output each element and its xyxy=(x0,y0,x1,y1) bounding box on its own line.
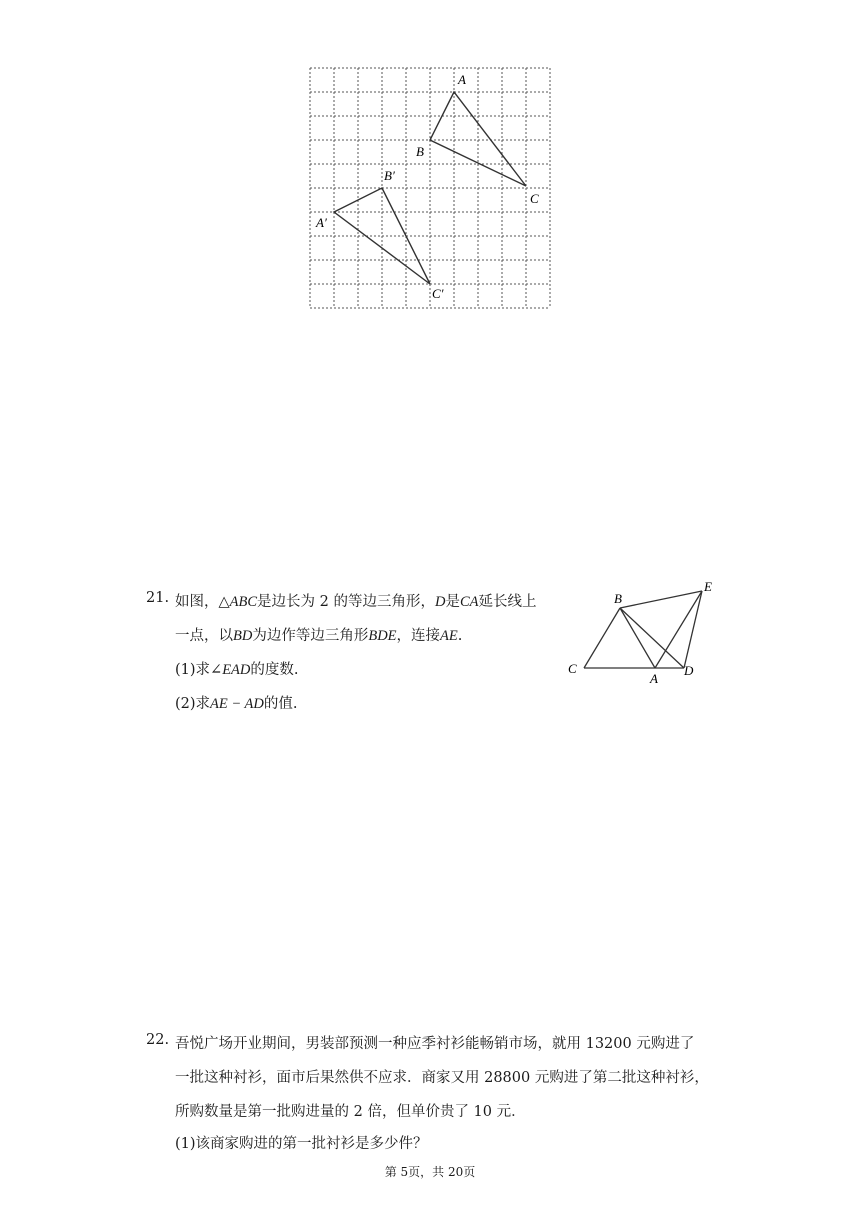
question-22-line-3: 所购数量是第一批购进量的 2 倍，但单价贵了 10 元． xyxy=(175,1104,526,1120)
segment-ed xyxy=(684,591,702,668)
question-22-line-1: 吾悦广场开业期间，男装部预测一种应季衬衫能畅销市场，就用 13200 元购进了 xyxy=(175,1036,695,1052)
fig21-label-b: B xyxy=(614,591,622,606)
question-21-sub-2 xyxy=(175,692,297,713)
fig21-label-d: D xyxy=(684,663,694,678)
segment-cb xyxy=(584,608,620,668)
fig21-label-a: A xyxy=(650,671,658,686)
q21-math: AE xyxy=(440,628,458,644)
q21-text: ，连接 xyxy=(396,628,441,644)
segment-ba xyxy=(620,608,655,668)
q21-math: ABC xyxy=(229,594,258,610)
q21-math: AE − AD xyxy=(210,696,264,712)
q21-math: BDE xyxy=(368,628,397,644)
question-22-sub-1: (1)该商家购进的第一批衬衫是多少件？ xyxy=(175,1136,428,1152)
q21-text: 的度数. xyxy=(250,662,299,678)
q21-text: (1)求∠ xyxy=(175,662,223,678)
fig21-label-c: C xyxy=(568,661,577,676)
segment-ae xyxy=(655,591,702,668)
question-22-line-2: 一批这种衬衫，面市后果然供不应求．商家又用 28800 元购进了第二批这种衬衫， xyxy=(175,1070,709,1086)
q21-text: 为边作等边三角形 xyxy=(252,628,369,644)
q21-math: CA xyxy=(459,594,479,610)
question-22-number: 22. xyxy=(146,1032,170,1048)
q21-text: 是边长为 2 的等边三角形， xyxy=(257,594,435,610)
grid-triangles-figure xyxy=(308,66,558,311)
label-b-prime: B′ xyxy=(384,168,395,183)
label-a-prime: A′ xyxy=(316,215,327,230)
q21-text: . xyxy=(457,628,463,644)
q21-text: 的值. xyxy=(263,696,298,712)
segment-be xyxy=(620,591,702,608)
label-a: A xyxy=(458,72,466,87)
q21-math: EAD xyxy=(222,662,251,678)
triangle-abc xyxy=(430,92,526,186)
label-b: B xyxy=(416,144,424,159)
q21-text: 一点，以 xyxy=(175,628,233,644)
page-number-footer: 第 5页，共 20页 xyxy=(384,1165,476,1179)
q21-math: BD xyxy=(233,628,253,644)
label-c: C xyxy=(530,191,539,206)
q21-math: D xyxy=(435,594,446,610)
q21-text: 延长线上 xyxy=(478,594,537,610)
q21-text: 是 xyxy=(445,594,460,610)
segment-bd xyxy=(620,608,684,668)
question-21-line-1 xyxy=(175,590,537,611)
q21-text: (2)求 xyxy=(175,696,211,712)
label-c-prime: C′ xyxy=(432,286,444,301)
fig21-label-e: E xyxy=(704,579,712,594)
equilateral-triangles-figure xyxy=(560,574,730,686)
question-21-line-2 xyxy=(175,624,462,645)
question-21-sub-1 xyxy=(175,658,299,679)
question-21-number: 21. xyxy=(146,590,170,606)
q21-text: 如图，△ xyxy=(175,594,230,610)
dotted-grid xyxy=(310,68,550,308)
